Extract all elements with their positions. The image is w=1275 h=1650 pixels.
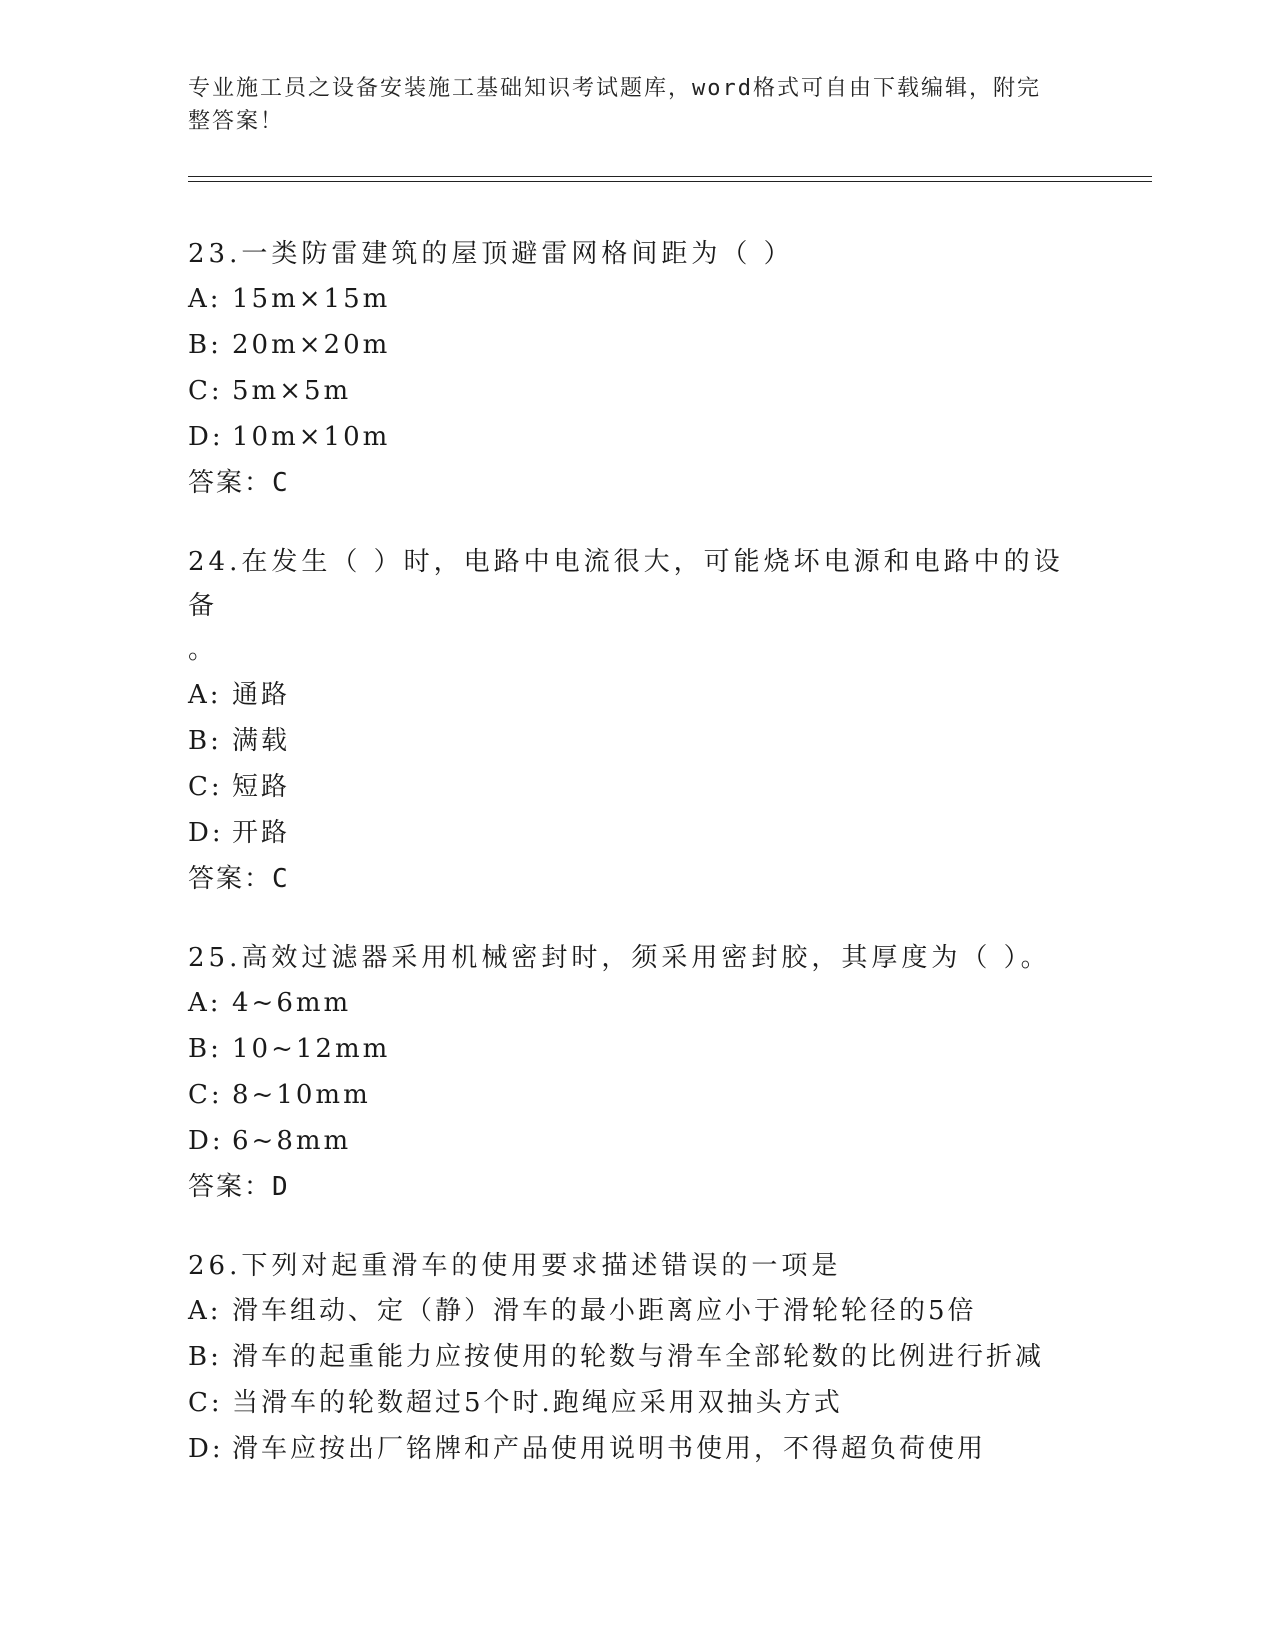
header-divider-top: [188, 176, 1152, 177]
option-letter: D:: [188, 818, 224, 848]
option-letter: B:: [188, 330, 222, 360]
option-letter: A:: [188, 284, 222, 314]
document-header: [188, 72, 1068, 138]
option-letter: A:: [188, 1296, 222, 1326]
question-stem: 23.一类防雷建筑的屋顶避雷网格间距为（ ）: [188, 239, 794, 269]
option-d: [188, 414, 1088, 460]
option-text: 通路: [232, 680, 291, 710]
option-d: [188, 1426, 1088, 1472]
option-letter: A:: [188, 680, 222, 710]
option-letter: D:: [188, 1434, 224, 1464]
option-text: 4~6mm: [232, 988, 352, 1018]
option-text: 开路: [232, 818, 291, 848]
option-b: [188, 322, 1088, 368]
option-letter: B:: [188, 726, 222, 756]
question-stem: 25.高效过滤器采用机械密封时，须采用密封胶，其厚度为（ ）。: [188, 943, 1051, 973]
option-letter: C:: [188, 376, 223, 406]
question-23: [188, 232, 1088, 506]
option-text: 15m×15m: [232, 284, 391, 314]
question-stem-text: 24.在发生（ ）时，电路中电流很大，可能烧坏电源和电路中的设备: [188, 547, 1064, 621]
option-text: 滑车应按出厂铭牌和产品使用说明书使用，不得超负荷使用: [232, 1434, 987, 1464]
option-text: 短路: [232, 772, 291, 802]
option-text: 8~10mm: [232, 1080, 371, 1110]
option-letter: A:: [188, 988, 222, 1018]
option-letter: C:: [188, 1080, 223, 1110]
question-stem: 26.下列对起重滑车的使用要求描述错误的一项是: [188, 1251, 842, 1281]
option-a: [188, 1288, 1088, 1334]
option-text: 滑车的起重能力应按使用的轮数与滑车全部轮数的比例进行折减: [232, 1342, 1045, 1372]
option-text: 10~12mm: [232, 1034, 391, 1064]
question-list: [188, 232, 1088, 1506]
option-b: [188, 1334, 1088, 1380]
option-text: 当滑车的轮数超过5个时.跑绳应采用双抽头方式: [232, 1388, 843, 1418]
answer-line: 答案：C: [188, 468, 290, 498]
option-b: [188, 1026, 1088, 1072]
option-letter: B:: [188, 1342, 222, 1372]
header-divider-bottom: [188, 181, 1152, 182]
option-c: [188, 1380, 1088, 1426]
header-line-1: 专业施工员之设备安装施工基础知识考试题库，word格式可自由下载编辑，附完: [188, 76, 1041, 101]
option-a: [188, 980, 1088, 1026]
option-d: [188, 1118, 1088, 1164]
question-26: [188, 1244, 1088, 1472]
option-letter: B:: [188, 1034, 222, 1064]
question-24: [188, 540, 1088, 902]
option-c: [188, 368, 1088, 414]
option-a: [188, 276, 1088, 322]
option-letter: D:: [188, 422, 224, 452]
option-text: 6~8mm: [232, 1126, 352, 1156]
option-b: [188, 718, 1088, 764]
option-a: [188, 672, 1088, 718]
option-text: 滑车组动、定（静）滑车的最小距离应小于滑轮轮径的5倍: [232, 1296, 977, 1326]
option-d: [188, 810, 1088, 856]
question-25: [188, 936, 1088, 1210]
header-line-2: 整答案！: [188, 109, 285, 134]
question-stem-continuation: 。: [188, 635, 219, 665]
option-text: 10m×10m: [232, 422, 391, 452]
option-text: 满载: [232, 726, 291, 756]
question-stem: [188, 540, 1088, 672]
option-c: [188, 1072, 1088, 1118]
option-letter: C:: [188, 1388, 223, 1418]
option-c: [188, 764, 1088, 810]
answer-line: 答案：D: [188, 1172, 290, 1202]
option-text: 20m×20m: [232, 330, 391, 360]
option-text: 5m×5m: [232, 376, 352, 406]
option-letter: C:: [188, 772, 223, 802]
answer-line: 答案：C: [188, 864, 290, 894]
option-letter: D:: [188, 1126, 224, 1156]
